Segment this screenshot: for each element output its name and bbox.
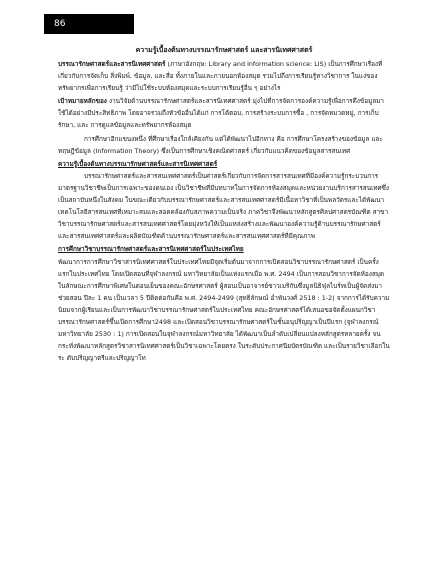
document-body xyxy=(58,44,390,365)
section-heading-thailand: การศึกษาวิชาบรรณารักษศาสตร์และสารนิเทศศาสตร์ในประเทศไทย xyxy=(58,245,244,254)
paragraph-definition xyxy=(58,58,390,94)
document-title: ความรู้เบื้องต้นทางบรรณารักษศาสตร์ และสารนิเทศศาสตร์ xyxy=(135,46,313,54)
section-text-thailand: พัฒนาการการศึกษาวิชาสารนิเทศศาสตร์ในประเทศไทยมีจุดเริ่มต้นมาจากการเปิดสอนวิชาบรรณารักษศาสตร์ เป็นครั้งแรกในประเทศไทย โดยเปิดสอนที่จุฬาลงกรณ์ มหาวิทยาลัยเป็นแห่งแรกเมื่อ พ.ศ. 2494 เป็นการสอนวิชาการจัดห้องสมุด ในลักษณะการศึกษาพิเศษในตอนเย็นของคณะอักษรศาสตร์ ผู้สอนเป็นอาจารย์ชาวเมริกันซึ่งมูลนิธิฟุลไบร์ทเป็นผู้จัดส่งมาช่วยสอน ปีละ 1 คน เป็นเวลา 5 ปีติดต่อกันคือ พ.ศ. 2494-2499 (สุทธิลักษณ์ อำพันวงศ์ 2518 : 1-2) จากการได้รับความนิยมจากผู้เรียนและเป็นการพัฒนาวิชาบรรณารักษศาสตร์ในประเทศไทย คณะอักษรศาสตร์ได้เสนอขอจัดตั้งแผนกวิชาบรรณารักษศาสตร์ขึ้นเปิดการศึกษา2498 และเปิดสอนวิชาบรรณารักษศาสตร์ในชั้นอนุปริญญาเป็นปีแรก (จุฬาลงกรณ์มหาวิทยาลัย 2530 : 1) การเปิดสอนในจุฬาลงกรณ์มหาวิทยาลัย ได้พัฒนาเป็นลำดับเปลี่ยนแปลงหลักสูตรหลายครั้ง จนกระทั่งพัฒนาหลักสูตรวิชาสารนิเทศศาสตร์เป็นวิชาเฉพาะโดยตรง ในระดับประกาศนียบัตรบัณฑิต และเป็นรายวิชาเลือกในระ ดับปริญญาตรีและปริญญาโท xyxy=(58,257,390,363)
paragraph-goal xyxy=(58,95,390,131)
goal-term: เป้าหมายหลักของ xyxy=(58,97,107,106)
page-number xyxy=(44,14,134,34)
definition-term: บรรณารักษศาสตร์และสารนิเทศศาสตร์ xyxy=(58,60,166,68)
goal-text: งานวิจัยด้านบรรณารักษศาสตร์และสารนิเทศศาสตร์ มุ่งไปที่การจัดการองค์ความรู้เพื่อการดึงข้อมูลมาใช้ได้อย่างมีประสิทธิภาพ โดยอาจรวมถึงหัวข้ออื่นได้แก่ การโต้ตอบ, การสร้างระบบการซื้อ , การจัดหมวดหมู่, การเก็บรักษา, และ การดูแลข้อมูลและทรัพยากรห้องสมุด xyxy=(58,97,385,130)
definition-text: (ภาษาอังกฤษ: Library and information science: LIS) เป็นการศึกษาเรื่องที่เกี่ยวกับการจัดเก็บ สิ่งพิมพ์, ข้อมูล, และสื่อ ทั้งภายในและภายนอกห้องสมุด รวมไปถึงการเรียนรู้ทางวิชาการ ในแง่ของทรัพยากรเพื่อการเรียนรู้ ว่ามีไปใช้ระบบห้องสมุดและระบบการเรียนรู้อื่น ๆ อย่างไร xyxy=(58,60,383,93)
section-text-introduction: บรรณารักษศาสตร์และสารสนเทศศาสตร์เป็นศาสตร์เกี่ยวกับการจัดการสารสนเทศที่มีองค์ความรู้กระบวนการ มาตรฐานวิชาชีพเป็นการเฉพาะของตนเอง เป็นวิชาชีพที่มีบทบาทในการจัดการห้องสมุดและหน่วยงานบริการสารสนเทศซึ่งเป็นสถาบันหนึ่งในสังคม ในขณะเดียวกับบรรณารักษศาสตร์และสารสนเทศศาสตร์มีเนื้อหาวิชาที่เป็นพลวัตรและได้พัฒนาเทคโนโลยีสารสนเทศที่เหมาะสมและสอดคล้องกับสภาพความเป็นจริง ภาควิชาจึงพัฒนาหลักสูตรศิลปศาสตรบัณฑิต สาขาวิชาบรรณารักษศาสตร์และสารสนเทศศาสตร์โดยมุ่งหวังให้เป็นแหล่งสร้างและพัฒนาองค์ความรู้ด้านบรรณารักษศาสตร์และสารสนเทศศาสตร์และผลิตบัณฑิตด้านบรรณารักษศาสตร์และสารสนเทศศาสตร์ที่มีคุณภาพ xyxy=(58,171,389,241)
paragraph-information-theory: การศึกษาอีกแขนงหนึ่ง ที่ศึกษาเรื่องใกล้เคียงกัน แต่ได้พัฒนาไปอีกทาง คือ การศึกษาโครงสร้างของข้อมูล และ ทฤษฎีข้อมูล (Information Theory) ซึ่งเป็นการศึกษาเชิงคณิตศาสตร์ เกี่ยวกับแนวคิดของข้อมูลสารสนเทศ xyxy=(58,134,383,155)
page-number-text: 86 xyxy=(54,19,66,29)
section-heading-introduction: ความรู้เบื้องต้นทางบรรณารักษศาสตร์และสารนิเทศศาสตร์ xyxy=(58,159,218,168)
